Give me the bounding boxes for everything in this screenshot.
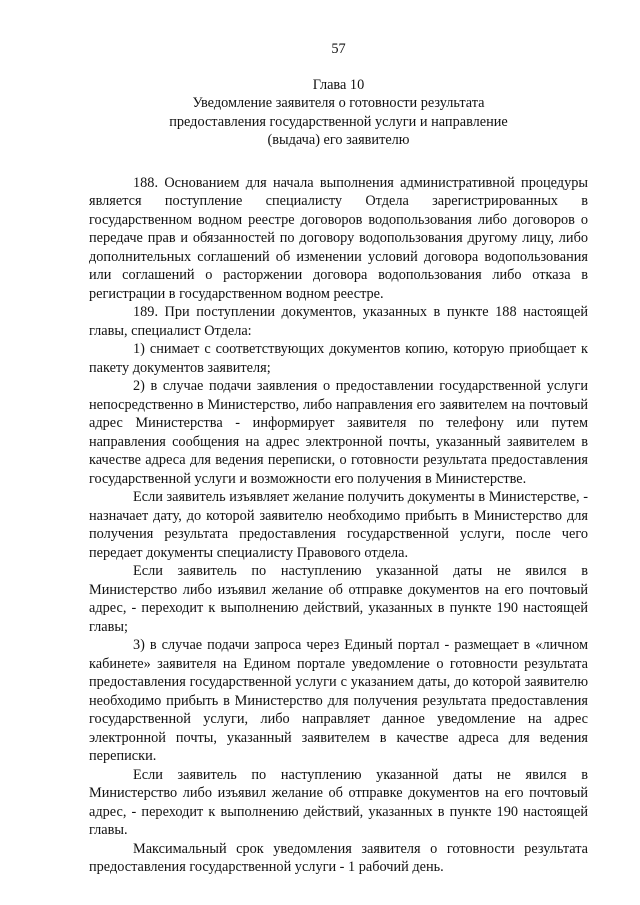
paragraph-max-term: Максимальный срок уведомления заявителя о готовности результата предоставления государственной услуги - 1 рабочий день. [89, 840, 588, 875]
chapter-title: Глава 10 [312, 76, 365, 93]
paragraph-189-item-1: 1) снимает с соответствующих документов копию, которую приобщает к пакету документов заявителя; [89, 341, 588, 376]
paragraph-188: 188. Основанием для начала выполнения административной процедуры является поступление специалисту Отдела зарегистрированных в государственном водном реестре договоров водопользования либо договоров о передаче прав и обязанностей по договору водопользования другому лицу, либо дополнительных соглашений об изменении условий договора водопользования или соглашений о расторжении договора водопользования либо отказа в регистрации в государственном водном реестре. [89, 174, 588, 302]
paragraph-189-item-3: 3) в случае подачи запроса через Единый портал - размещает в «личном кабинете» заявителя на Едином портале уведомление о готовности результата предоставления государственной услуги с указанием даты, до которой заявителю необходимо прибыть в Министерство для получения результата предоставления государственной услуги, либо направляет данное уведомление на адрес электронной почты, указанный заявителем в качестве адреса для ведения переписки. [89, 637, 588, 764]
paragraph-189: 189. При поступлении документов, указанных в пункте 188 настоящей главы, специалист Отдела: [89, 304, 588, 339]
chapter-subtitle-line: предоставления государственной услуги и направление [169, 113, 508, 130]
page-number: 57 [331, 41, 346, 57]
chapter-heading [89, 76, 588, 150]
chapter-subtitle-line: (выдача) его заявителю [267, 132, 410, 148]
chapter-subtitle-line: Уведомление заявителя о готовности результата [192, 95, 485, 111]
paragraph-item-2-continuation: Если заявитель по наступлению указанной даты не явился в Министерство либо изъявил желание об отправке документов на его почтовый адрес, - переходит к выполнению действий, указанных в пункте 190 настоящей главы; [89, 563, 588, 635]
paragraph-189-item-2: 2) в случае подачи заявления о предоставлении государственной услуги непосредственно в Министерство, либо направления его заявителем на почтовый адрес Министерства - информирует заявителя по телефону или путем направления сообщения на адрес электронной почты, указанный заявителем в качестве адреса для ведения переписки, о готовности результата предоставления государственной услуги и возможности его получения в Министерстве. [89, 378, 588, 487]
paragraph-item-2-continuation: Если заявитель изъявляет желание получить документы в Министерстве, - назначает дату, до которой заявителю необходимо прибыть в Министерство для получения результата предоставления государственной услуги, после чего передает документы специалисту Правового отдела. [89, 489, 588, 561]
document-body [89, 174, 588, 877]
paragraph-item-3-continuation: Если заявитель по наступлению указанной даты не явился в Министерство либо изъявил желание об отправке документов на его почтовый адрес, - переходит к выполнению действий, указанных в пункте 190 настоящей главы. [89, 766, 588, 838]
